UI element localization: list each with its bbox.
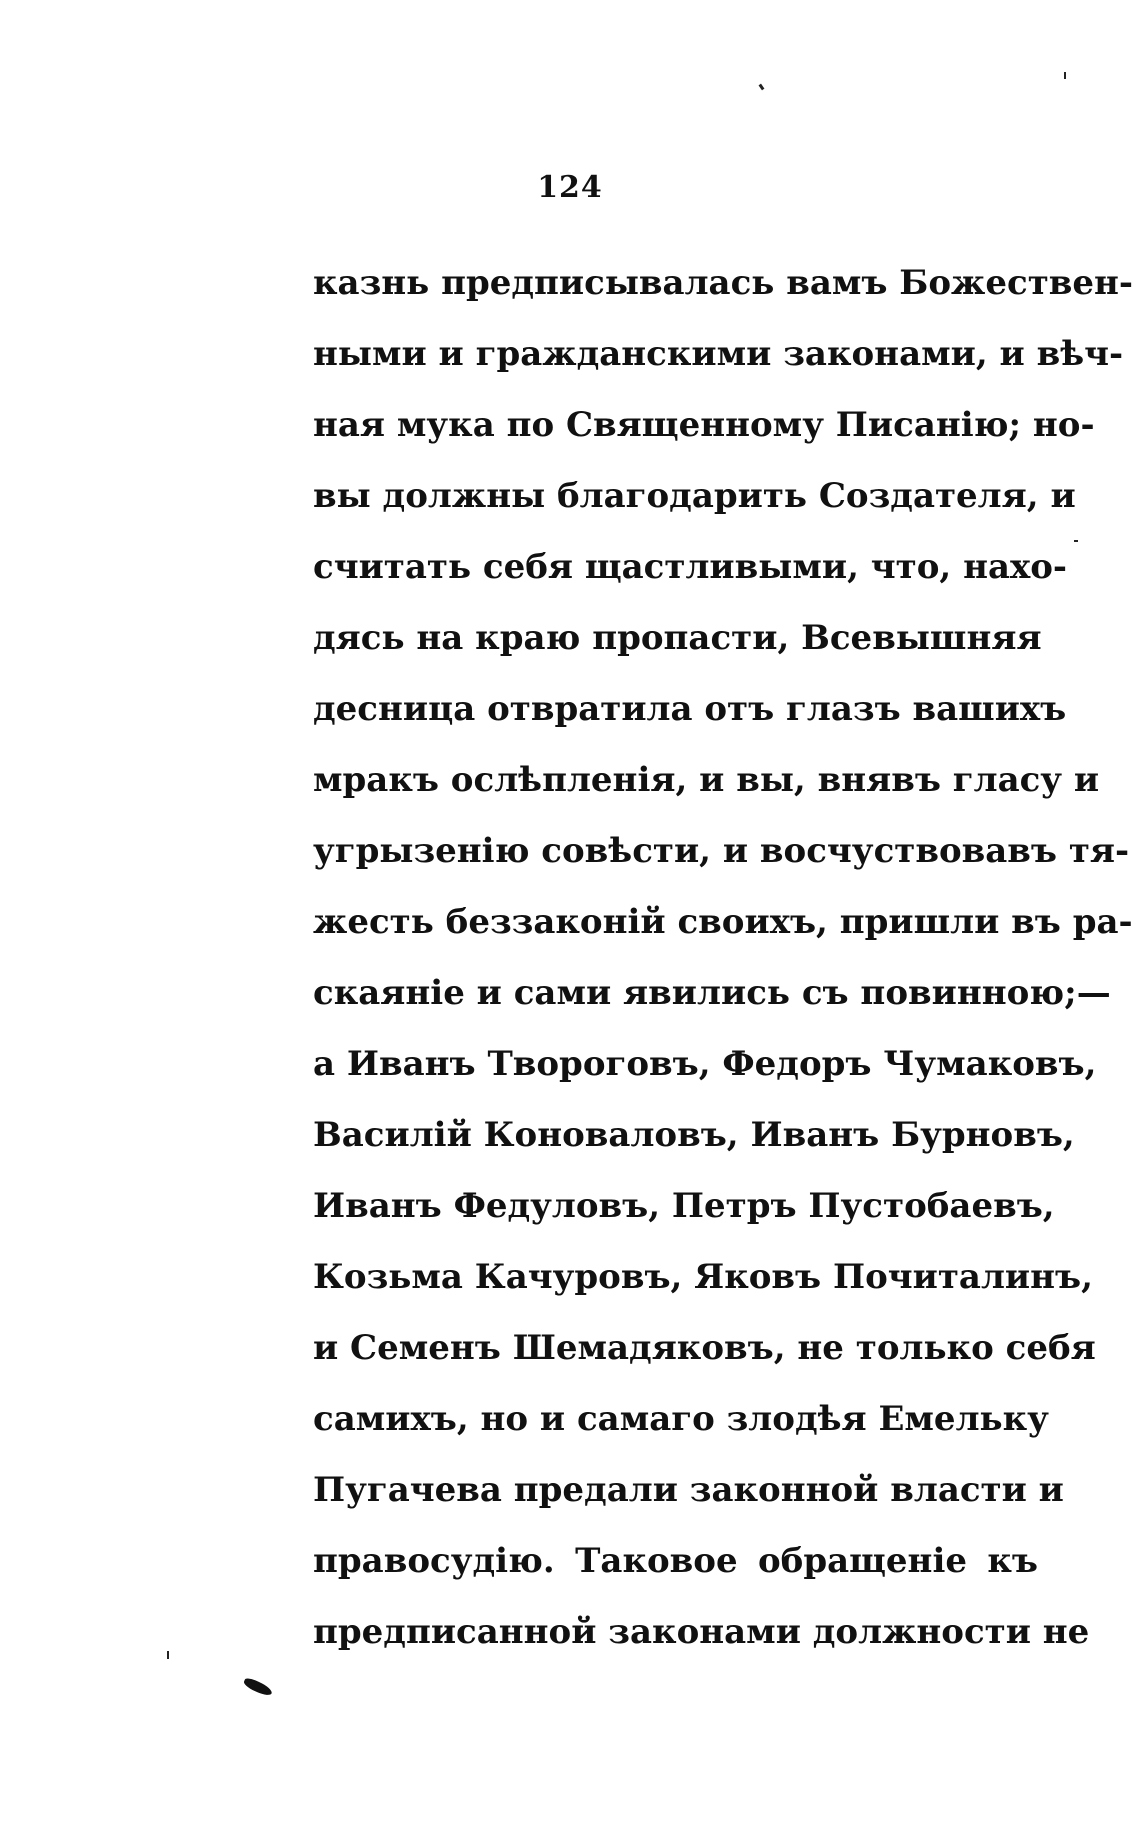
page-number: 124 [537, 170, 603, 205]
body-text [313, 248, 1134, 1668]
scan-speck [167, 1651, 169, 1659]
text-line: казнь предписывалась вамъ Божествен- [313, 263, 1134, 303]
text-line: ными и гражданскими законами, и вѣч- [313, 334, 1124, 374]
text-line: Василій Коноваловъ, Иванъ Бурновъ, [313, 1115, 1075, 1155]
text-line: правосудію. Таковое обращеніе къ [313, 1541, 1038, 1581]
text-line: самихъ, но и самаго злодѣя Емельку [313, 1399, 1049, 1439]
text-line: вы должны благодарить Создателя, и [313, 476, 1076, 516]
text-line: скаяніе и сами явились съ повинною;— [313, 973, 1111, 1013]
scan-speck [759, 84, 765, 91]
text-line: мракъ ослѣпленія, и вы, внявъ гласу и [313, 760, 1100, 800]
text-line: угрызенію совѣсти, и восчуствовавъ тя- [313, 831, 1130, 871]
text-line: Иванъ Федуловъ, Петръ Пустобаевъ, [313, 1186, 1055, 1226]
ink-blot [242, 1676, 273, 1697]
text-line: Пугачева предали законной власти и [313, 1470, 1064, 1510]
scan-speck [1074, 540, 1078, 542]
scan-speck [1064, 72, 1066, 79]
text-line: дясь на краю пропасти, Всевышняя [313, 618, 1042, 658]
text-line: десница отвратила отъ глазъ вашихъ [313, 689, 1067, 729]
text-line: и Семенъ Шемадяковъ, не только себя [313, 1328, 1096, 1368]
text-line: ная мука по Священному Писанію; но- [313, 405, 1095, 445]
text-line: предписанной законами должности не [313, 1612, 1090, 1652]
text-line: а Иванъ Твороговъ, Федоръ Чумаковъ, [313, 1044, 1097, 1084]
text-line: считать себя щастливыми, что, нахо- [313, 547, 1068, 587]
text-line: Козьма Качуровъ, Яковъ Почиталинъ, [313, 1257, 1093, 1297]
text-line: жесть беззаконій своихъ, пришли въ ра- [313, 902, 1133, 942]
